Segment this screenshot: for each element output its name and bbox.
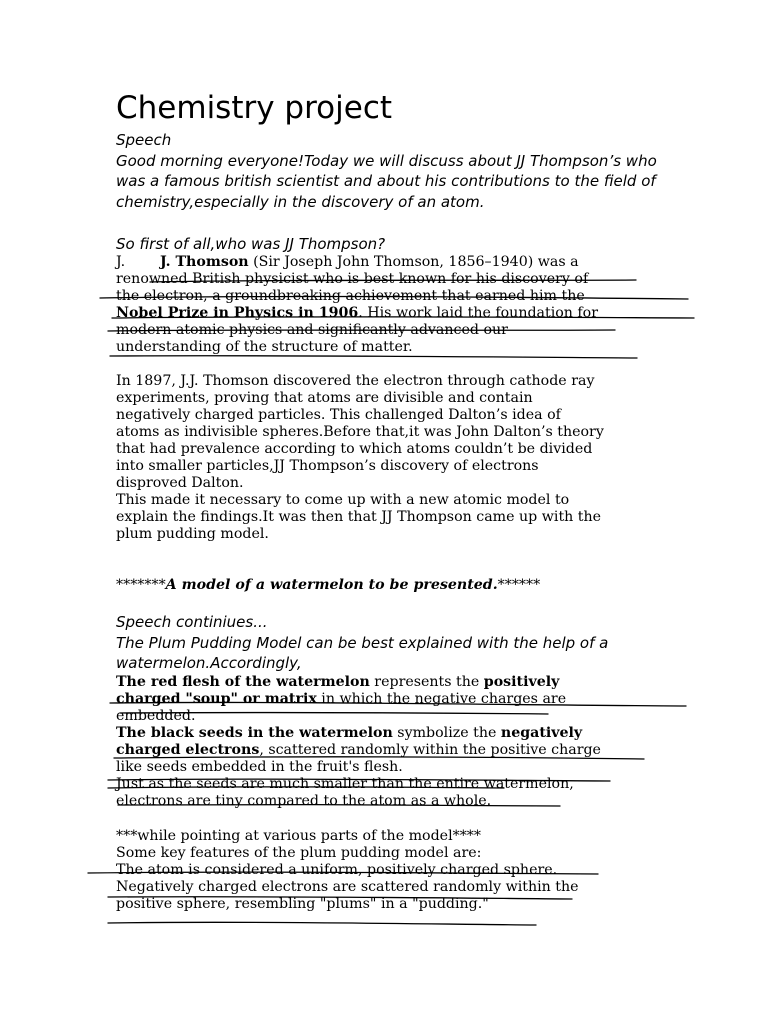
bio-line: renowned British physicist who is best known for his discovery of [116, 271, 589, 287]
speech-continued [116, 612, 676, 674]
intro-line: was a famous british scientist and about his contributions to the field of [116, 172, 656, 191]
intro-speech [116, 130, 676, 213]
bold-text: negatively [500, 725, 583, 741]
text: in which the negative charges are [316, 691, 567, 707]
bio-line: the electron, a groundbreaking achievement that earned him the [116, 288, 585, 304]
intro-line: chemistry,especially in the discovery of an atom. [116, 193, 485, 212]
asterisks: ****** [497, 577, 541, 593]
watermelon-line: Just as the seeds are much smaller than the entire watermelon, [116, 776, 574, 792]
model-note [116, 577, 676, 594]
intro-line: Good morning everyone!Today we will discuss about JJ Thompson’s who [116, 151, 657, 170]
discovery-line: explain the findings.It was then that JJ Thompson came up with the [116, 509, 602, 525]
bold-text: charged electrons [116, 742, 260, 758]
speech-line: watermelon.Accordingly, [116, 654, 302, 673]
speech-label: Speech [116, 131, 172, 149]
discovery-line: negatively charged particles. This challenged Dalton’s idea of [116, 407, 561, 423]
watermelon-line: electrons are tiny compared to the atom as a whole. [116, 793, 492, 809]
pen-stroke [108, 922, 536, 925]
bio-line: understanding of the structure of matter. [116, 339, 413, 355]
nobel-prize: Nobel Prize in Physics in 1906 [116, 305, 359, 321]
features-line: Negatively charged electrons are scattered randomly within the [116, 879, 579, 895]
bold-text: positively [483, 674, 560, 690]
speech-label: Speech continiues... [116, 613, 268, 631]
discovery-line: experiments, proving that atoms are divisible and contain [116, 390, 533, 406]
bio-line [116, 254, 676, 271]
bio-line [116, 305, 676, 322]
features-line: Some key features of the plum pudding model are: [116, 845, 482, 861]
text: , scattered randomly within the positive charge [259, 742, 601, 758]
discovery-line: plum pudding model. [116, 526, 269, 542]
watermelon-line: like seeds embedded in the fruit's flesh. [116, 759, 403, 775]
bold-text: The black seeds in the watermelon [116, 725, 393, 741]
watermelon-line: embedded. [116, 708, 196, 724]
bold-text: The red flesh of the watermelon [116, 674, 370, 690]
discovery-line: that had prevalence according to which atoms couldn’t be divided [116, 441, 593, 457]
discovery-line: into smaller particles,JJ Thompson’s discovery of electrons [116, 458, 539, 474]
asterisks: ******* [116, 577, 166, 593]
intro-question: So first of all,who was JJ Thompson? [116, 235, 386, 253]
model-note-text: A model of a watermelon to be presented. [165, 577, 498, 593]
features-paragraph [116, 828, 676, 913]
bold-text: charged "soup" or matrix [116, 691, 317, 707]
discovery-paragraph [116, 373, 676, 543]
discovery-line: This made it necessary to come up with a new atomic model to [116, 492, 570, 508]
features-line: positive sphere, resembling "plums" in a "pudding." [116, 896, 489, 912]
watermelon-line [116, 691, 676, 708]
bio-line: modern atomic physics and significantly advanced our [116, 322, 508, 338]
discovery-line: disproved Dalton. [116, 475, 244, 491]
bio-text: . His work laid the foundation for [358, 305, 598, 321]
bio-text: (Sir Joseph John Thomson, 1856–1940) was a [248, 254, 579, 270]
discovery-line: In 1897, J.J. Thomson discovered the electron through cathode ray [116, 373, 595, 389]
bio-name: J. Thomson [160, 254, 249, 270]
speech-line: The Plum Pudding Model can be best explained with the help of a [116, 633, 609, 652]
watermelon-paragraph [116, 674, 676, 810]
text: symbolize the [392, 725, 501, 741]
page-title: Chemistry project [116, 90, 393, 126]
pointing-note: ***while pointing at various parts of the model**** [116, 828, 481, 844]
model-note-line [116, 577, 676, 594]
text: represents the [369, 674, 484, 690]
bio-paragraph [116, 254, 676, 356]
discovery-line: atoms as indivisible spheres.Before that,it was John Dalton’s theory [116, 424, 604, 440]
watermelon-line [116, 725, 676, 742]
watermelon-line [116, 674, 676, 691]
watermelon-line [116, 742, 676, 759]
features-line: The atom is considered a uniform, positively charged sphere. [116, 862, 558, 878]
bio-initial: J. [116, 254, 126, 270]
pen-stroke [110, 356, 637, 358]
